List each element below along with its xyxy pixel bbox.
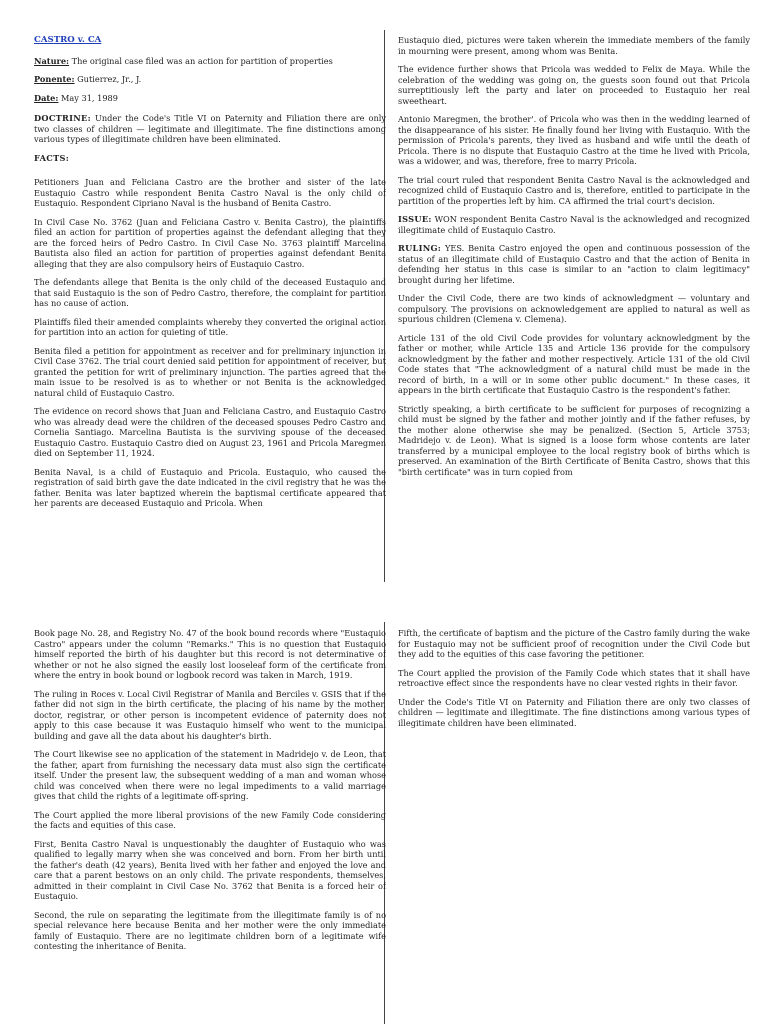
ponente-text: Gutierrez, Jr., J. xyxy=(74,74,142,84)
ponente-label: Ponente: xyxy=(34,74,75,84)
paragraph: In Civil Case No. 3762 (Juan and Feliciana Castro v. Benita Castro), the plaintiffs filed an action for partition of properties against the defendant alleging that they are the forced heirs of Pedro Castro. In Civil Case No. 3763 plaintiff Marcelina Bautista also filed an action for partition of properties against defendant Benita alleging that they are also compulsory heirs of Eustaquio Castro. xyxy=(34,216,386,269)
doctrine-paragraph xyxy=(34,113,386,145)
ruling-paragraph xyxy=(398,243,750,285)
paragraph: Under the Civil Code, there are two kinds of acknowledgment — voluntary and compulsory. The provisions on acknowledgement are applied to natural as well as spurious children (Clemena v. Clemena). xyxy=(398,293,750,324)
paragraph: Fifth, the certificate of baptism and the picture of the Castro family during the wake for Eustaquio may not be sufficient proof of recognition under the Civil Code but they add to the equities of this case favoring the petitioner. xyxy=(398,628,750,659)
paragraph: First, Benita Castro Naval is unquestionably the daughter of Eustaquio who was qualified to legally marry when she was conceived and born. From her birth until the father's death (42 years), Benita lived with her father and enjoyed the love and care that a parent bestows on an only child. The private respondents, themselves, admitted in their complaint in Civil Case No. 3762 that Benita is a forced heir of Eustaquio. xyxy=(34,838,386,901)
facts-heading: FACTS: xyxy=(34,152,70,163)
paragraph: Article 131 of the old Civil Code provides for voluntary acknowledgment by the father or mother, while Article 135 and Article 136 provide for the compulsory acknowledgment by the father and mother respectively. Article 131 of the old Civil Code states that "The acknowledgment of a natural child must be made in the record of birth, in a will or in some other public document." In these cases, it appears in the birth certificate that Eustaquio Castro is the respondent's father. xyxy=(398,332,750,395)
date-line xyxy=(34,93,386,104)
nature-label: Nature: xyxy=(34,55,70,66)
paragraph: Strictly speaking, a birth certificate to be sufficient for purposes of recognizing a child must be signed by the father and mother jointly and if the father refuses, by the mother alone otherwise she may be penalized. (Section 5, Article 3753; Madridejo v. de Leon). What is signed is a loose form whose contents are later transferred by a municipal employee to the local registry book of births which is preserved. An examination of the Birth Certificate of Benita Castro, shows that this "birth certificate" was in turn copied from xyxy=(398,403,750,477)
paragraph: Benita Naval, is a child of Eustaquio and Pricola. Eustaquio, who caused the registration of said birth gave the date indicated in the civil registry that he was the father. Benita was later baptized wherein the baptismal certificate appeared that her parents are deceased Eustaquio and Pricola. When xyxy=(34,466,386,508)
column-4 xyxy=(398,628,750,1020)
issue-label: ISSUE: xyxy=(398,214,432,224)
paragraph: Eustaquio died, pictures were taken wherein the immediate members of the family in mourning were present, among whom was Benita. xyxy=(398,35,750,56)
paragraph: The evidence further shows that Pricola was wedded to Felix de Maya. While the celebration of the wedding was going on, the guests soon found out that Pricola surreptitiously left the party and later on proceeded to Eustaquio her real sweetheart. xyxy=(398,64,750,106)
issue-text: WON respondent Benita Castro Naval is the acknowledged and recognized illegitimate child of Eustaquio Castro. xyxy=(398,214,750,235)
paragraph: Second, the rule on separating the legitimate from the illegitimate family is of no special relevance here because Benita and her mother were the only immediate family of Eustaquio. There are no legitimate children born of a legitimate wife contesting the inheritance of Benita. xyxy=(34,909,386,951)
paragraph: The Court applied the provision of the Family Code which states that it shall have retroactive effect since the respondents have no clear vested rights in their favor. xyxy=(398,667,750,688)
ponente-line xyxy=(34,74,386,85)
paragraph: Under the Code's Title VI on Paternity and Filiation there are only two classes of children — legitimate and illegitimate. The fine distinctions among various types of illegitimate children have been eliminated. xyxy=(398,696,750,728)
paragraph: The Court applied the more liberal provisions of the new Family Code considering the facts and equities of this case. xyxy=(34,809,386,830)
doctrine-text: Under the Code's Title VI on Paternity and Filiation there are only two classes of children — legitimate and illegitimate. The fine distinctions among various types of illegitimate children have been eliminated. xyxy=(34,113,386,144)
column-1 xyxy=(34,35,386,580)
case-title[interactable]: CASTRO v. CA xyxy=(34,35,102,45)
ruling-text: YES. Benita Castro enjoyed the open and continuous possession of the status of an illegitimate child of Eustaquio Castro and that the action of Benita in defending her status in this case is similar to an "action to claim legitimacy" brought during her lifetime. xyxy=(398,243,750,285)
paragraph: Petitioners Juan and Feliciana Castro are the brother and sister of the late Eustaquio Castro while respondent Benita Castro Naval is the only child of Eustaquio. Respondent Cipriano Naval is the husband of Benita Castro. xyxy=(34,177,386,208)
paragraph: Antonio Maregmen, the brother'. of Pricola who was then in the wedding learned of the disappearance of his sister. He finally found her living with Eustaquio. With the permission of Pricola's parents, they lived as husband and wife until the death of Pricola. There is no dispute that Eustaquio Castro at the time he lived with Pricola, was a widower, and was, therefore, free to marry Pricola. xyxy=(398,114,750,166)
nature-line xyxy=(34,56,386,67)
doctrine-label: DOCTRINE: xyxy=(34,113,91,123)
case-metadata xyxy=(34,56,386,104)
paragraph: Plaintiffs filed their amended complaints whereby they converted the original action for partition into an action for quieting of title. xyxy=(34,316,386,337)
column-3 xyxy=(34,628,386,1020)
date-text: May 31, 1989 xyxy=(58,92,118,103)
paragraph: Book page No. 28, and Registry No. 47 of the book bound records where "Eustaquio Castro" appears under the column "Remarks." This is no question that Eustaquio himself reported the birth of his daughter but this record is not determinative of whether or not he also signed the easily lost looseleaf form of the certificate from where the entry in book bound or logbook record was taken in March, 1919. xyxy=(34,628,386,680)
column-2 xyxy=(398,35,750,580)
paragraph: The evidence on record shows that Juan and Feliciana Castro, and Eustaquio Castro who was already dead were the children of the deceased spouses Pedro Castro and Cornelia Santiago. Marcelina Bautista is the surviving spouse of the deceased Eustaquio Castro. Eustaquio Castro died on August 23, 1961 and Pricola Maregmen died on September 11, 1924. xyxy=(34,406,386,458)
paragraph: The trial court ruled that respondent Benita Castro Naval is the acknowledged and recognized child of Eustaquio Castro and is, therefore, entitled to participate in the partition of the properties left by him. CA affirmed the trial court's decision. xyxy=(398,174,750,206)
issue-paragraph xyxy=(398,214,750,235)
nature-text: The original case filed was an action for partition of properties xyxy=(69,55,333,66)
paragraph: Benita filed a petition for appointment as receiver and for preliminary injunction in Civil Case 3762. The trial court denied said petition for appointment of receiver, but granted the petition for writ of preliminary injunction. The parties agreed that the main issue to be resolved is as to whether or not Benita is the acknowledged natural child of Eustaquio Castro. xyxy=(34,345,386,398)
paragraph: The defendants allege that Benita is the only child of the deceased Eustaquio and that said Eustaquio is the son of Pedro Castro, therefore, the complaint for partition has no cause of action. xyxy=(34,277,386,308)
date-label: Date: xyxy=(34,92,59,103)
paragraph: The Court likewise see no application of the statement in Madridejo v. de Leon, that the father, apart from furnishing the necessary data must also sign the certificate itself. Under the present law, the subsequent wedding of a man and woman whose child was conceived when there were no legal impediments to a valid marriage gives that child the rights of a legitimate off-spring. xyxy=(34,749,386,801)
paragraph: The ruling in Roces v. Local Civil Registrar of Manila and Berciles v. GSIS that if the father did not sign in the birth certificate, the placing of his name by the mother, doctor, registrar, or other person is incompetent evidence of paternity does not apply to this case because it was Eustaquio himself who went to the municipal building and gave all the data about his daughter's birth. xyxy=(34,688,386,741)
ruling-label: RULING: xyxy=(398,243,442,253)
